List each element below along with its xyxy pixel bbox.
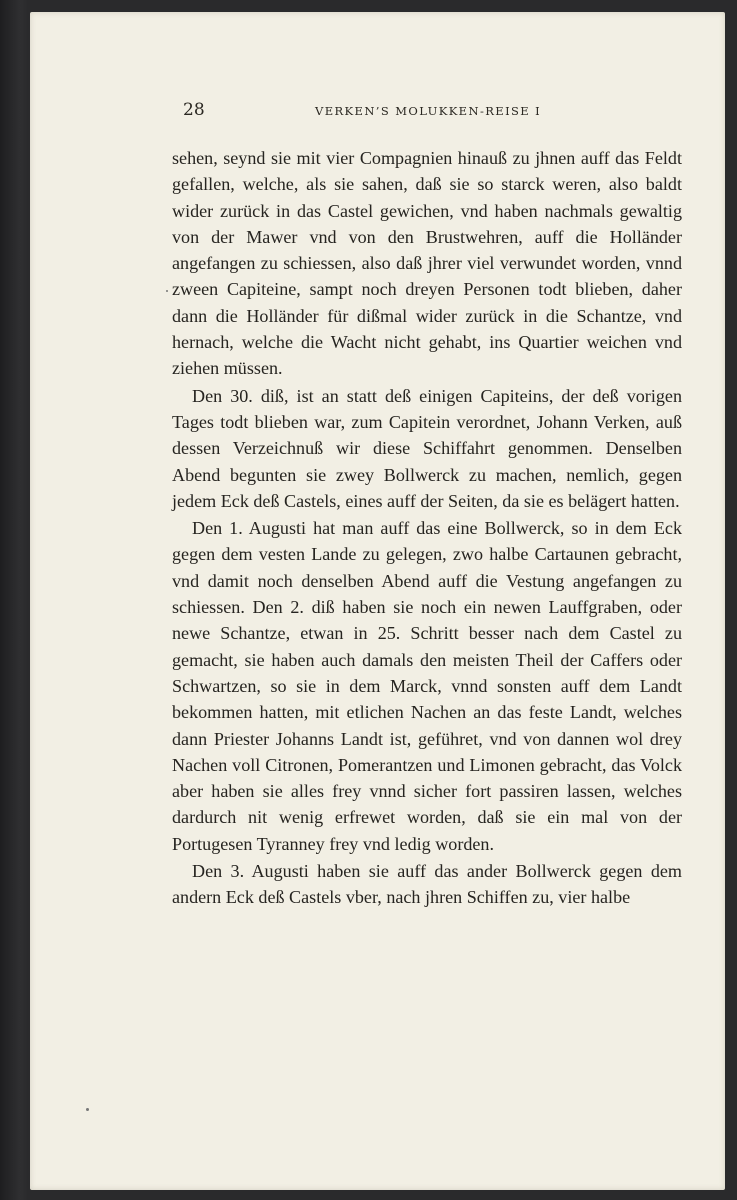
paper-speck [166, 290, 168, 292]
paragraph: sehen, seynd sie mit vier Compagnien hinauß zu jhnen auff das Feldt gefallen, welche, als sie sahen, daß sie so starck weren, also baldt wider zurück in das Castel gewichen, vnd haben nachmals gewaltig von der Mawer vnd von den Brustwehren, auff die Holländer angefangen zu schiessen, also daß jhrer viel verwundet worden, vnnd zween Capiteine, sampt noch dreyen Personen todt blieben, daher dann die Holländer für dißmal wider zurück in die Schantze, vnd hernach, welche die Wacht nicht gehabt, ins Quartier weichen vnd ziehen müssen. [172, 148, 682, 379]
running-title: VERKEN’S MOLUKKEN-REISE I [315, 104, 542, 118]
running-head [183, 100, 673, 124]
paper-speck [86, 1108, 89, 1111]
paragraph: Den 3. Augusti haben sie auff das ander Bollwerck gegen dem andern Eck deß Castels vber, nach jhren Schiffen zu, vier halbe [172, 861, 682, 908]
page-number: 28 [183, 100, 205, 120]
body-text [172, 145, 682, 911]
paragraph: Den 30. diß, ist an statt deß einigen Capiteins, der deß vorigen Tages todt blieben war, zum Capitein verordnet, Johann Verken, auß dessen Verzeichnuß wir diese Schiffahrt genommen. Denselben Abend begunten sie zwey Bollwerck zu machen, nemlich, gegen jedem Eck deß Castels, eines auff der Seiten, da sie es belägert hatten. [172, 385, 682, 511]
paragraph: Den 1. Augusti hat man auff das eine Bollwerck, so in dem Eck gegen dem vesten Lande zu gelegen, zwo halbe Cartaunen gebracht, vnd damit noch denselben Abend auff die Vestung angefangen zu schiessen. Den 2. diß haben sie noch ein newen Lauffgraben, oder newe Schantze, etwan in 25. Schritt besser nach dem Castel zu gemacht, sie haben auch damals den meisten Theil der Caffers oder Schwartzen, so sie in dem Marck, vnnd sonsten auff dem Landt bekommen hatten, mit etlichen Nachen an das feste Landt, welches dann Priester Johanns Landt ist, geführet, vnd von dannen wol drey Nachen voll Citronen, Pomerantzen und Limonen gebracht, das Volck aber haben sie alles frey vnnd sicher fort passiren lassen, welches dardurch nit wenig erfrewet worden, daß sie ein mal von der Portugesen Tyranney frey vnd ledig worden. [172, 518, 682, 854]
